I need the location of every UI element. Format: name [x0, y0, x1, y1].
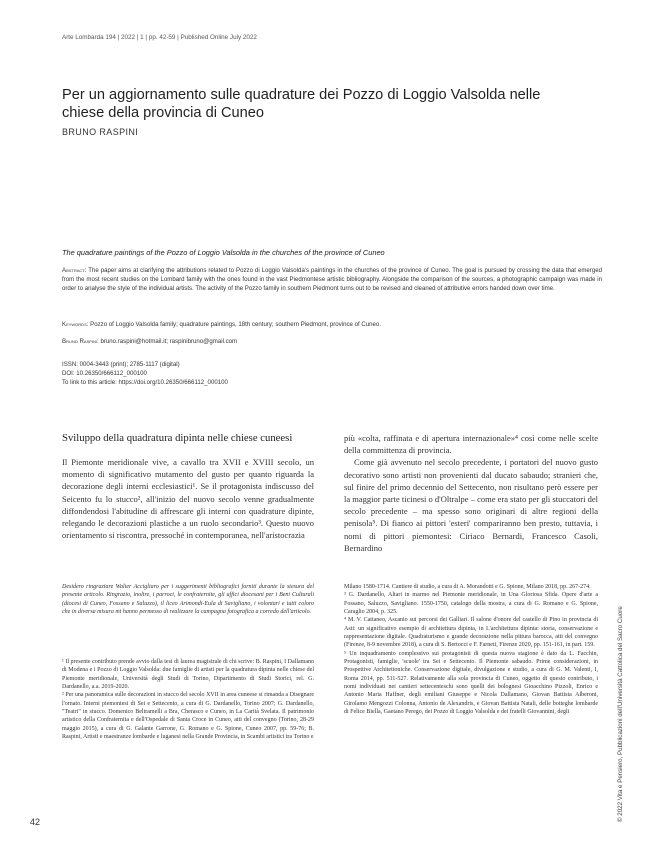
abstract-text: The paper aims at clarifying the attributions related to Pozzo di Loggio Valsolda's paintings in the churches of the province of Cuneo. The goal is pursued by crossing the data that emerged from the most recent studies on the Lombard family with the ones found in the vast Piedmontese artistic bibliography. Alongside the comparison of the sources, a photographic campaign was made in order to analyse the style of the individual artists. The activity of the Pozzo family in southern Piedmont turns out to be revised and cleaned of attributive errors handed down over time. — [62, 267, 602, 293]
author-contact — [62, 338, 602, 345]
article-title: Per un aggiornamento sulle quadrature dei Pozzo di Loggio Valsolda nelle chiese della provincia di Cuneo — [62, 87, 541, 121]
doi: DOI: 10.26350/666112_000100 — [62, 370, 147, 377]
footnotes-right — [344, 583, 598, 717]
body-paragraph: Il Piemonte meridionale vive, a cavallo tra XVII e XVIII secolo, un momento di significativo mutamento del gusto per quanto riguarda la decorazione degli interni ecclesiastici¹. Se il protagonista indiscusso del Seicento fu lo stucco², all'inizio del nuovo secolo venne gradualmente diffondendosi l'abitudine di affrescare gli interni con quadrature dipinte, relegando le decorazioni plastiche a un ruolo secondario³. Questo nuovo orientamento si riscontra, pressoché in contemporanea, nell'aristocrazia — [62, 457, 314, 541]
page-number: 42 — [30, 817, 41, 827]
footnote: ⁵ Un inquadramento complessivo sui protagonisti di questa nuova stagione è dato da L. Facchin, Protagonisti, famiglie, 'scuole' tra Sei e Settecento. Il Piemonte sabaudo. Prime considerazioni, in Prospettive Architettoniche. Conservazione digitale, divulgazione e studio, a cura di G. M. Valenti, I, Roma 2014, pp. 511-527. Relativamente alla sola provincia di Cuneo, oggetto di questo contributo, i nomi individuati nei cantieri settecenteschi sono quelli dei bolognesi Gioacchino Pizzoli, Enrico e Antonio Maria Haffner, degli emiliani Giuseppe e Nicola Dallamano, Giovan Battista Alberoni, Girolamo Mengozzi Colonna, Antonio de Alexandris, e Giovan Battista Natali, delle botteghe lombarde di Felice Biella, Gaetano Perego, dei Pozzo di Loggio Valsolda e dei fratelli Giovannini, degli — [344, 650, 598, 716]
article-metadata — [62, 360, 228, 387]
footnote: ³ G. Dardanello, Altari in marmo nel Piemonte meridionale, in Una Gloriosa Sfida. Opere d'arte a Fossano, Saluzzo, Savigliano. 1550-1750, catalogo della mostra, a cura di G. Romano e G. Spione, Caraglio 2004, p. 325. — [344, 592, 598, 616]
body-column-right — [344, 432, 598, 554]
side-copyright: © 2022 Vita e Pensiero, Pubblicazioni dell'Università Cattolica del Sacro Cuore — [617, 606, 624, 822]
footnote: Milano 1580-1714. Cantiere di studio, a cura di A. Morandotti e G. Spione, Milano 2018, pp. 267-274. — [344, 584, 591, 590]
abstract — [62, 266, 602, 293]
contact-email[interactable]: bruno.raspini@hotmail.it; raspinibruno@gmail.com — [100, 338, 238, 345]
body-column-left — [62, 456, 314, 541]
keywords-text: Pozzo of Loggio Valsolda family; quadrature paintings, 18th century; southern Piedmont, province of Cuneo. — [90, 321, 382, 328]
keywords — [62, 321, 602, 328]
article-link[interactable]: To link to this article: https://doi.org/10.26350/666112_000100 — [62, 379, 228, 386]
acknowledgement: Desidero ringraziare Walter Accigliaro per i suggerimenti bibliografici forniti durante la stesura del presente articolo. Ringrazio, inoltre, i parroci, le confraternite, gli uffici diocesani per i Beni Culturali (diocesi di Cuneo, Fossano e Saluzzo), il liceo Arimondi-Eula di Savigliano, i volontari e tutti coloro che in diversa misura mi hanno permesso di realizzare la campagna fotografica a corredo dell'articolo. — [62, 584, 314, 616]
body-paragraph: più «colta, raffinata e di apertura internazionale»⁴ così come nelle scelte della committenza di provincia. — [344, 433, 598, 456]
english-title: The quadrature paintings of the Pozzo of Loggio Valsolda in the churches of the province of Cuneo — [62, 248, 385, 257]
footnote: ² Per una panoramica sulle decorazioni in stucco del secolo XVII in area cuneese si rimanda a Disegnare l'ornato. Interni piemontesi di Sei e Settecento, a cura di G. Dardanello, Torino 2007; G. Dardanello, "Teatri" in stucco. Domenico Beltramelli a Bra, Cherasco e Cuneo, in La Carità Svelata. Il patrimonio artistico della Confraternita e dell'Ospedale di Santa Croce in Cuneo, atti del convegno (Torino, 28-29 maggio 2015), a cura di G. Galante Garrone, G. Romano e G. Spione, Cuneo 2007, pp. 59-76; B. Raspini, Artisti e maestranze lombarde e luganesi nella Grande Provincia, in Scambi artistici tra Torino e — [62, 692, 314, 741]
body-paragraph: Come già avvenuto nel secolo precedente, i portatori del nuovo gusto decorativo sono artisti non provenienti dal ducato sabaudo; stranieri che, sul finire del primo decennio del Settecento, non risultano però essere per la maggior parte ticinesi o d'Oltralpe – come era stato per gli stuccatori del secolo precedente – ma spesso sono originari di altre regioni della penisola⁵. Di fianco ai pittori 'esteri' compariranno ben presto, tuttavia, i nomi di pittori piemontesi: Ciriaco Bernardi, Francesco Casoli, Bernardino — [344, 457, 598, 553]
footnote: ⁴ M. V. Cattaneo, Ascanio sui percorsi dei Galliari. Il salone d'onore del castello di Pino in provincia di Asti: un significativo esempio di architettura dipinta, in L'architettura dipinta: storia, conservazione e rappresentazione digitale. Quadraturismo e grande decorazione nella pittura barocca, atti del convegno (Firenze, 8-9 novembre 2018), a cura di S. Bertocci e F. Farneti, Firenze 2020, pp. 151-161, in part. 159. — [344, 617, 598, 649]
journal-header: Arte Lombarda 194 | 2022 | 1 | pp. 42-59 | Published Online July 2022 — [62, 34, 257, 41]
article-author: BRUNO RASPINI — [62, 127, 139, 137]
issn: ISSN: 0004-3443 (print); 2785-1117 (digital) — [62, 361, 180, 368]
footnote: ¹ Il presente contributo prende avvio dalla tesi di laurea magistrale di chi scrive: B. Raspini, I Dallamano di Modena e i Pozzo di Loggio Valsolda: due famiglie di artisti per la quadratura dipinta nelle chiese del Piemonte meridionale, Università degli Studi di Torino, Dipartimento di Studi Storici, rel. G. Dardanello, a.a. 2019-2020. — [62, 659, 314, 691]
abstract-label: Abstract: — [62, 267, 87, 274]
section-heading: Sviluppo della quadratura dipinta nelle chiese cuneesi — [62, 432, 293, 444]
footnotes-left — [62, 658, 314, 741]
contact-label: Bruno Raspini: — [62, 338, 99, 345]
keywords-label: Keywords: — [62, 321, 89, 328]
